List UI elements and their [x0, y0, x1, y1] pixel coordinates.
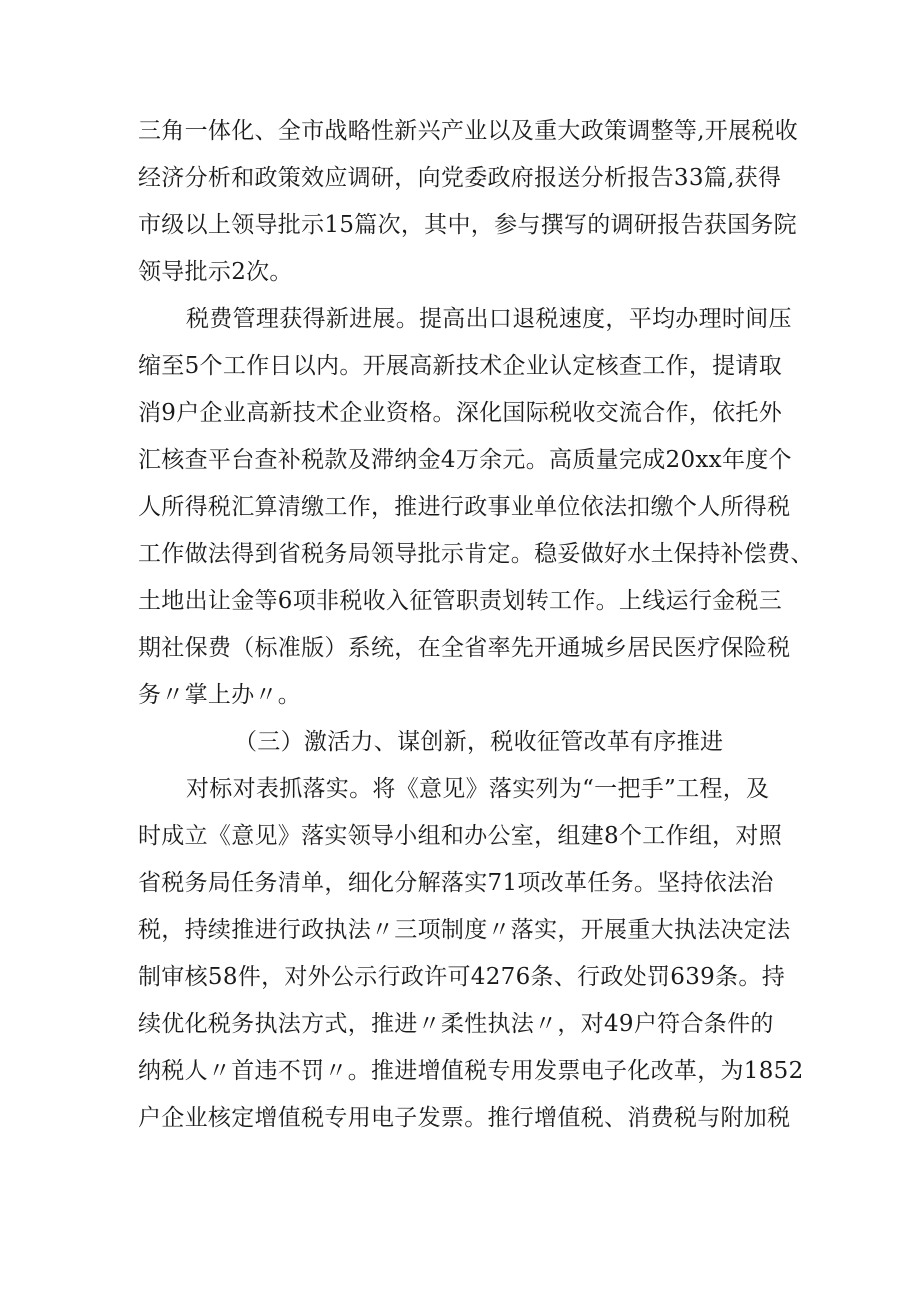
- text-line: 市级以上领导批示15篇次，其中，参与撰写的调研报告获国务院: [138, 212, 797, 238]
- text-line: 经济分析和政策效应调研，向党委政府报送分析报告33篇,获得: [138, 165, 782, 191]
- text-line: 户企业核定增值税专用电子发票。推行增值税、消费税与附加税: [138, 1105, 791, 1131]
- text-line: 土地出让金等6项非税收入征管职责划转工作。上线运行金税三: [138, 588, 783, 614]
- text-line: 续优化税务执法方式，推进〃柔性执法〃，对49户符合条件的: [138, 1011, 774, 1037]
- text-line: 人所得税汇算清缴工作，推进行政事业单位依法扣缴个人所得税: [138, 494, 791, 520]
- text-line: 消9户企业高新技术企业资格。深化国际税收交流合作，依托外: [138, 400, 783, 426]
- text-line: 税，持续推进行政执法〃三项制度〃落实，开展重大执法决定法: [138, 917, 791, 943]
- text-line: 税费管理获得新进展。提高出口退税速度，平均办理时间压: [186, 306, 792, 332]
- document-body: [138, 108, 814, 1142]
- text-line: 纳税人〃首违不罚〃。推进增值税专用发票电子化改革，为1852: [138, 1058, 804, 1084]
- text-line: 缩至5个工作日以内。开展高新技术企业认定核查工作，提请取: [138, 353, 783, 379]
- text-line: 务〃掌上办〃。: [138, 682, 302, 708]
- paragraph-2: [138, 296, 814, 719]
- text-line: 领导批示2次。: [138, 259, 293, 285]
- paragraph-1: [138, 108, 798, 296]
- text-line: 汇核查平台查补税款及滞纳金4万余元。高质量完成20xx年度个: [138, 447, 792, 473]
- text-line: 对标对表抓落实。将《意见》落实列为“一把手”工程，及: [186, 776, 770, 802]
- text-line: 工作做法得到省税务局领导批示肯定。稳妥做好水土保持补偿费、: [138, 541, 814, 567]
- text-line: 三角一体化、全市战略性新兴产业以及重大政策调整等,开展税收: [138, 118, 799, 144]
- text-line: 期社保费（标准版）系统，在全省率先开通城乡居民医疗保险税: [138, 635, 791, 661]
- text-line: 省税务局任务清单，细化分解落实71项改革任务。坚持依法治: [138, 870, 774, 896]
- section-heading-text: （三）激活力、谋创新，税收征管改革有序推进: [234, 729, 724, 755]
- paragraph-3: [138, 766, 804, 1142]
- text-line: 时成立《意见》落实领导小组和办公室，组建8个工作组，对照: [138, 823, 783, 849]
- section-heading: [138, 719, 798, 766]
- text-line: 制审核58件，对外公示行政许可4276条、行政处罚639条。持: [138, 964, 785, 990]
